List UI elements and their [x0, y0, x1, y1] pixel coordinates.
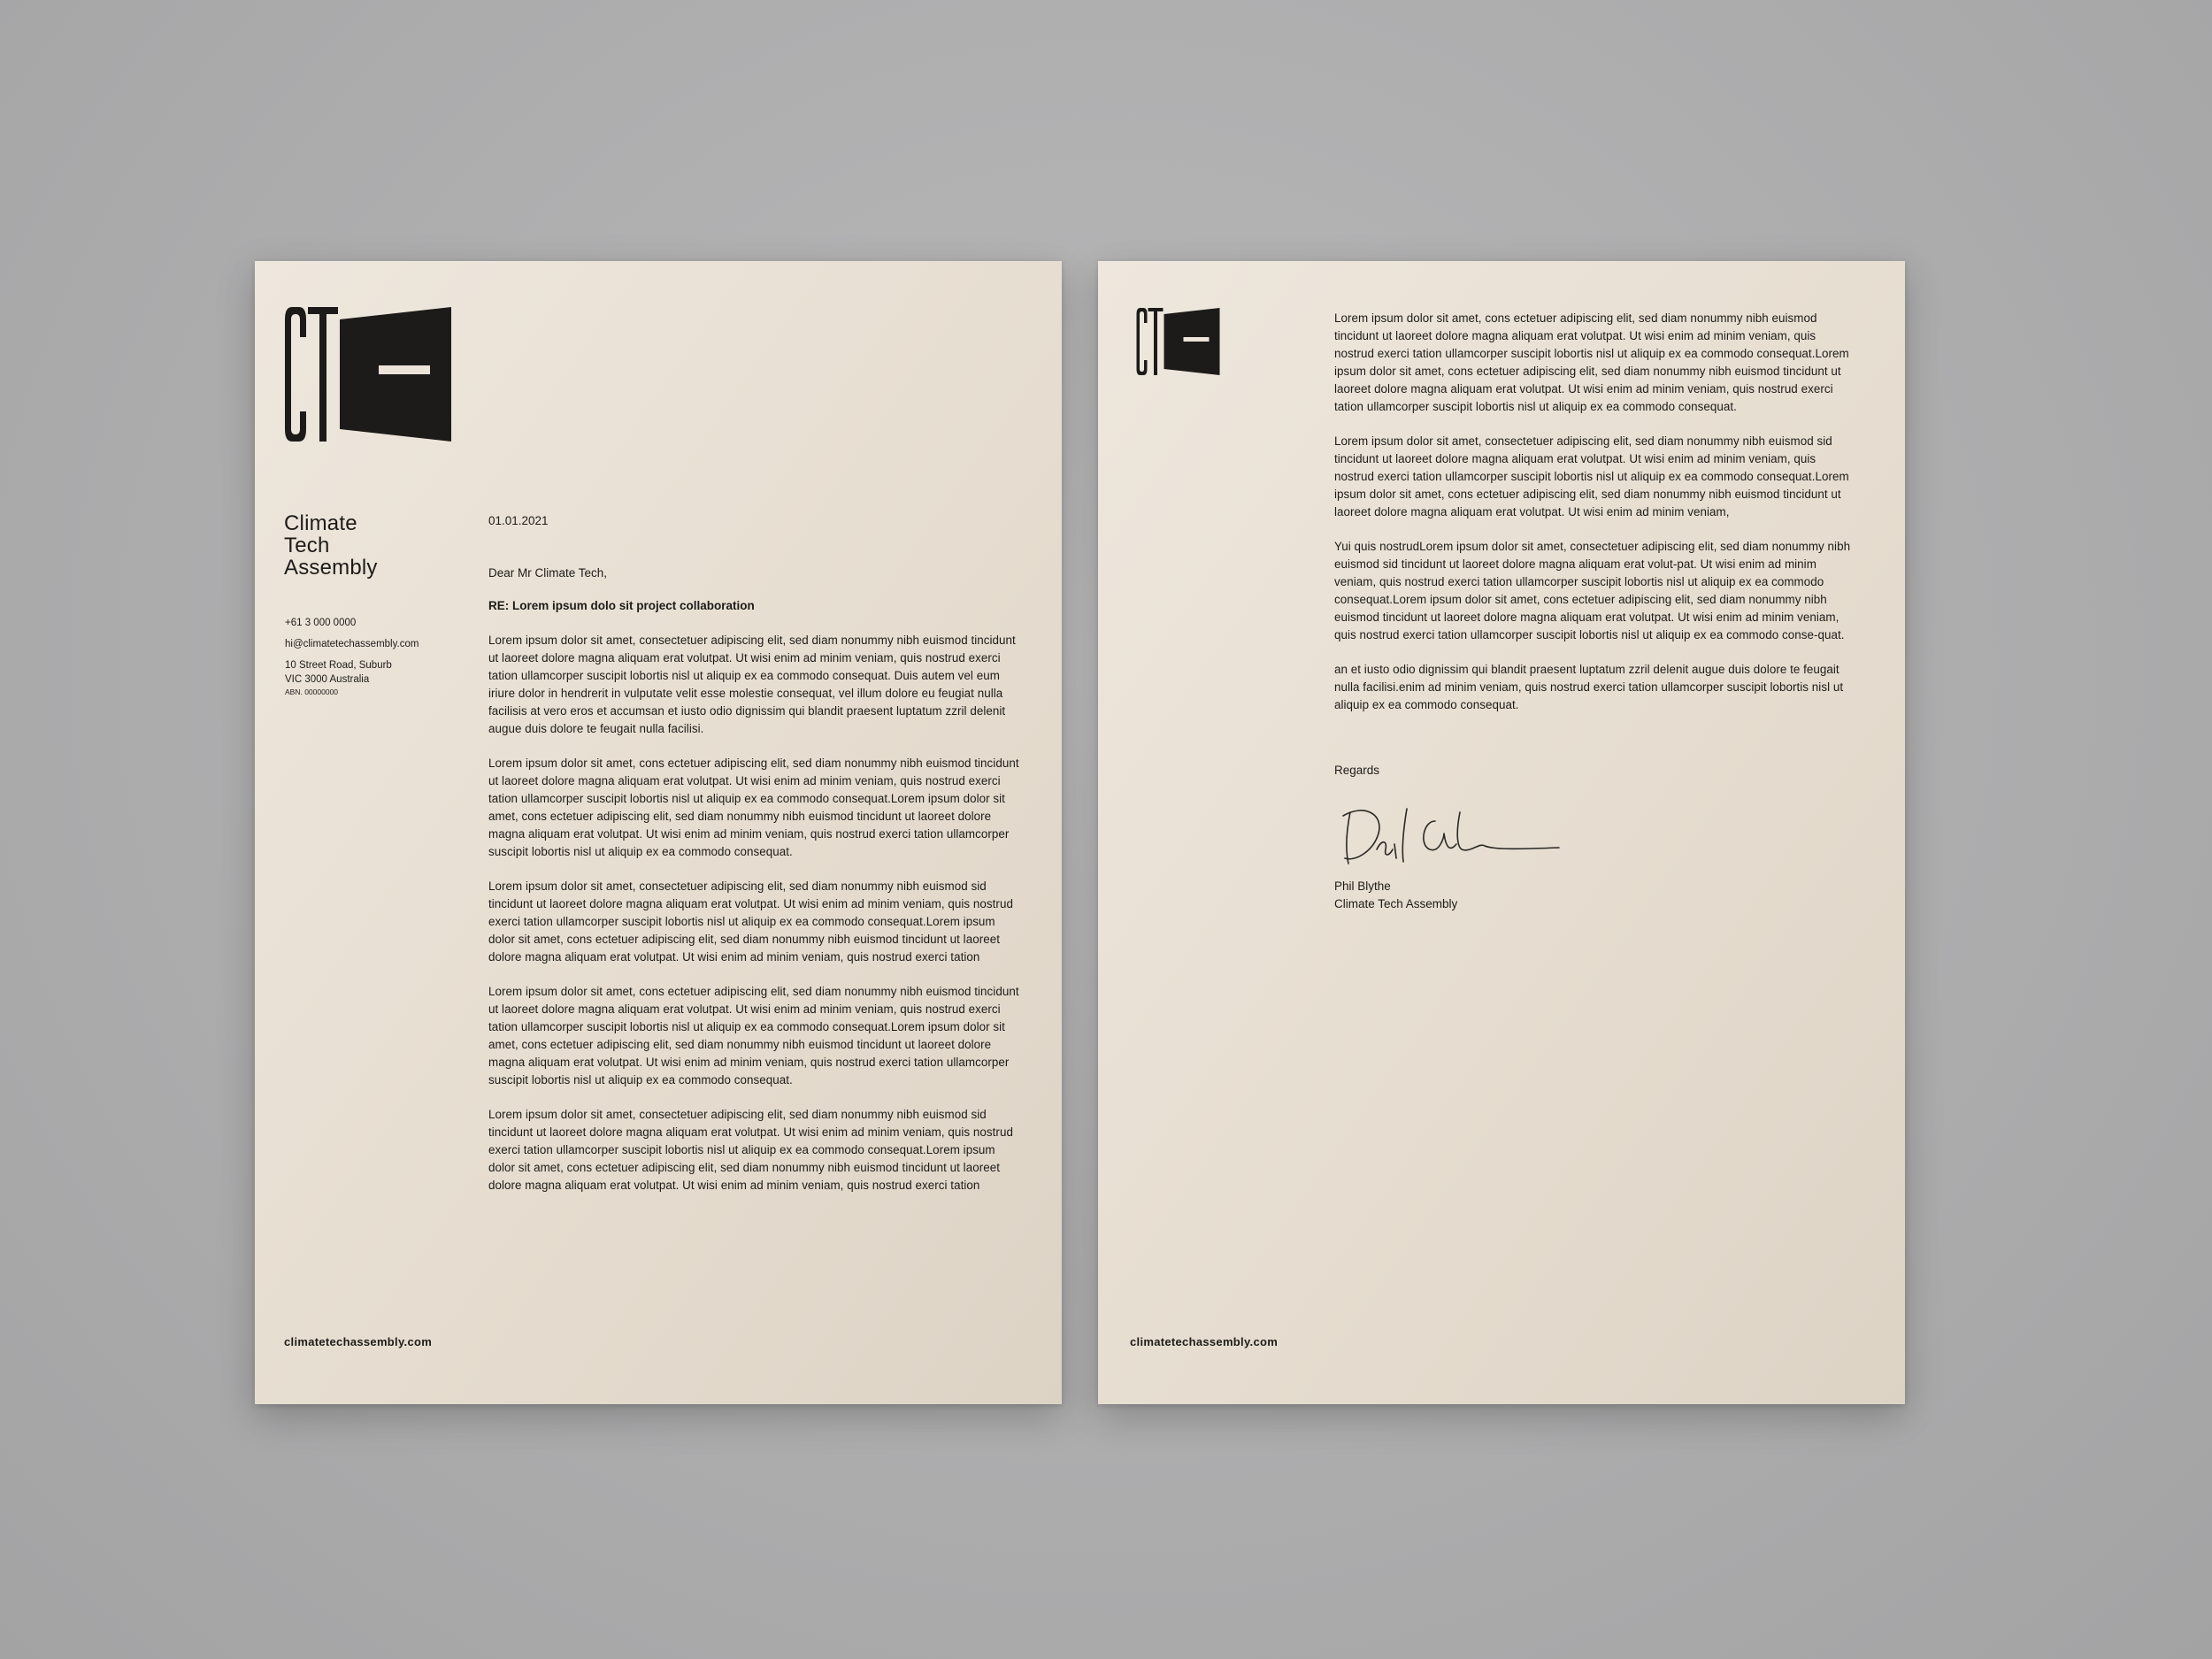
body-paragraph: Lorem ipsum dolor sit amet, cons ectetuer adipiscing elit, sed diam nonummy nibh euismod tincidunt ut laoreet dolore magna aliquam erat volutpat. Ut wisi enim ad minim veniam, quis nostrud exerci tation ullamcorper suscipit lobortis nisl ut aliquip ex ea commodo consequat.Lorem ipsum dolor sit amet, cons ectetuer adipiscing elit, sed diam nonummy nibh euismod tincidunt ut laoreet dolore magna aliquam erat volutpat. Ut wisi enim ad minim veniam, quis nostrud exerci tation ullamcorper suscipit lobortis nisl ut aliquip ex ea commodo consequat.	[488, 757, 1019, 858]
handwritten-signature	[1338, 795, 1568, 874]
letter-body-continued	[1334, 310, 1856, 913]
letter-date: 01.01.2021	[488, 514, 549, 527]
address-line-1: 10 Street Road, Suburb	[285, 660, 392, 671]
salutation: Dear Mr Climate Tech,	[488, 566, 608, 580]
body-paragraph: Lorem ipsum dolor sit amet, consectetuer adipiscing elit, sed diam nonummy nibh euismod sid tincidunt ut laoreet dolore magna aliquam erat volutpat. Ut wisi enim ad minim veniam, quis nostrud exerci tation ullamcorper suscipit lobortis nisl ut aliquip ex ea commodo consequat.Lorem ipsum dolor sit amet, cons ectetuer adipiscing elit, sed diam nonummy nibh euismod tincidunt ut laoreet dolore magna aliquam erat volutpat. Ut wisi enim ad minim veniam,	[1334, 434, 1849, 518]
body-paragraph: Lorem ipsum dolor sit amet, consectetuer adipiscing elit, sed diam nonummy nibh euismod sid tincidunt ut laoreet dolore magna aliquam erat volutpat. Ut wisi enim ad minim veniam, quis nostrud exerci tation ullamcorper suscipit lobortis nisl ut aliquip ex ea commodo consequat.Lorem ipsum dolor sit amet, cons ectetuer adipiscing elit, sed diam nonummy nibh euismod tincidunt ut laoreet dolore magna aliquam erat volutpat. Ut wisi enim ad minim veniam, quis nostrud exerci tation	[488, 1108, 1013, 1192]
signer-name: Phil Blythe	[1334, 879, 1391, 893]
signer-organisation: Climate Tech Assembly	[1334, 897, 1458, 910]
phone-number: +61 3 000 0000	[285, 618, 357, 628]
body-paragraph: Lorem ipsum dolor sit amet, consectetuer adipiscing elit, sed diam nonummy nibh euismod sid tincidunt ut laoreet dolore magna aliquam erat volutpat. Ut wisi enim ad minim veniam, quis nostrud exerci tation ullamcorper suscipit lobortis nisl ut aliquip ex ea commodo consequat.Lorem ipsum dolor sit amet, cons ectetuer adipiscing elit, sed diam nonummy nibh euismod tincidunt ut laoreet dolore magna aliquam erat volutpat. Ut wisi enim ad minim veniam, quis nostrud exerci tation	[488, 879, 1013, 964]
email-address: hi@climatetechassembly.com	[285, 639, 419, 649]
body-paragraph: Yui quis nostrudLorem ipsum dolor sit amet, consectetuer adipiscing elit, sed diam nonummy nibh euismod sid tincidunt ut laoreet dolore magna aliquam erat volut-pat. Ut wisi enim ad minim veniam, quis nostrud exerci tation ullamcorper suscipit lobortis nisl ut aliquip ex ea commodo consequat.Lorem ipsum dolor sit amet, cons ectetuer adipiscing elit, sed diam nonummy nibh euismod tincidunt ut laoreet dolore magna aliquam erat volutpat. Ut wisi enim ad minim veniam, quis nostrud exerci tation ullamcorper suscipit lobortis nisl ut aliquip ex ea commodo conse-quat.	[1334, 540, 1851, 641]
footer-website: climatetechassembly.com	[284, 1335, 433, 1348]
body-paragraph: Lorem ipsum dolor sit amet, cons ectetuer adipiscing elit, sed diam nonummy nibh euismod tincidunt ut laoreet dolore magna aliquam erat volutpat. Ut wisi enim ad minim veniam, quis nostrud exerci tation ullamcorper suscipit lobortis nisl ut aliquip ex ea commodo consequat.Lorem ipsum dolor sit amet, cons ectetuer adipiscing elit, sed diam nonummy nibh euismod tincidunt ut laoreet dolore magna aliquam erat volutpat. Ut wisi enim ad minim veniam, quis nostrud exerci tation ullamcorper suscipit lobortis nisl ut aliquip ex ea commodo consequat.	[1334, 311, 1849, 413]
letterhead-page-1	[255, 261, 1062, 1404]
body-paragraph: Lorem ipsum dolor sit amet, cons ectetuer adipiscing elit, sed diam nonummy nibh euismod tincidunt ut laoreet dolore magna aliquam erat volutpat. Ut wisi enim ad minim veniam, quis nostrud exerci tation ullamcorper suscipit lobortis nisl ut aliquip ex ea commodo consequat.Lorem ipsum dolor sit amet, cons ectetuer adipiscing elit, sed diam nonummy nibh euismod tincidunt ut laoreet dolore magna aliquam erat volutpat. Ut wisi enim ad minim veniam, quis nostrud exerci tation ullamcorper suscipit lobortis nisl ut aliquip ex ea commodo consequat.	[488, 985, 1019, 1087]
organisation-name	[284, 512, 461, 579]
body-paragraph: an et iusto odio dignissim qui blandit praesent luptatum zzril delenit augue duis dolore te feugait nulla facilisi.enim ad minim veniam, quis nostrud exerci tation ullamcorper suscipit lobortis nisl ut aliquip ex ea commodo consequat.	[1334, 663, 1844, 711]
address-line-2: VIC 3000 Australia	[285, 674, 370, 685]
letter-body	[488, 514, 1019, 1211]
subject-line: RE: Lorem ipsum dolo sit project collaboration	[488, 599, 755, 612]
org-name-line: Tech	[284, 534, 330, 557]
letterhead-page-2	[1098, 261, 1905, 1404]
ct-logo	[1133, 308, 1222, 375]
closing: Regards	[1334, 764, 1380, 777]
ct-logo	[283, 307, 451, 442]
abn-number: ABN. 00000000	[285, 687, 339, 696]
footer-website: climatetechassembly.com	[1130, 1335, 1279, 1348]
body-paragraph: Lorem ipsum dolor sit amet, consectetuer adipiscing elit, sed diam nonummy nibh euismod tincidunt ut laoreet dolore magna aliquam erat volutpat. Ut wisi enim ad minim veniam, quis nostrud exerci tation ullamcorper suscipit lobortis nisl ut aliquip ex ea commodo consequat. Duis autem vel eum iriure dolor in hendrerit in vulputate velit esse molestie consequat, vel illum dolore eu feugiat nulla facilisis at vero eros et accumsan et iusto odio dignissim qui blandit praesent luptatum zzril delenit augue duis dolore te feugait nulla facilisi.	[488, 634, 1016, 735]
signer-block	[1334, 878, 1856, 913]
contact-block	[285, 616, 419, 697]
org-name-line: Assembly	[284, 556, 378, 580]
org-name-line: Climate	[284, 511, 357, 535]
